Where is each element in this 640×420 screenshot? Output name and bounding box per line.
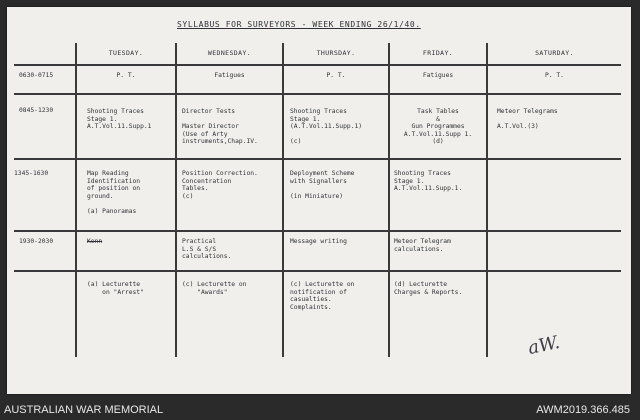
day-header-friday: FRIDAY. bbox=[422, 49, 454, 57]
table-hline bbox=[14, 230, 621, 232]
time-slot: 0630-0715 bbox=[19, 72, 54, 79]
footer-accession-number: AWM2019.366.485 bbox=[536, 404, 630, 416]
schedule-cell: Kenn bbox=[87, 238, 103, 245]
table-vline bbox=[486, 43, 488, 357]
schedule-cell: Practical L.S & S/S calculations. bbox=[182, 238, 232, 261]
day-header-saturday: SATURDAY. bbox=[535, 49, 574, 57]
handwritten-initials: aW. bbox=[526, 331, 562, 360]
schedule-cell: Fatigues bbox=[422, 72, 454, 79]
time-slot: 1345-1630 bbox=[14, 170, 49, 177]
table-hline bbox=[14, 158, 621, 160]
table-hline bbox=[14, 270, 621, 272]
schedule-cell: Meteor Telegram calculations. bbox=[394, 238, 451, 253]
table-vline bbox=[282, 43, 284, 357]
table-vline bbox=[388, 43, 390, 357]
schedule-cell: P. T. bbox=[116, 72, 136, 79]
schedule-cell: Shooting Traces Stage 1. (A.T.Vol.11.Supp.1) (c) bbox=[290, 108, 363, 146]
table-hline bbox=[14, 64, 621, 66]
table-hline bbox=[14, 93, 621, 95]
time-slot: 0845-1230 bbox=[19, 107, 54, 114]
schedule-cell: Meteor Telegrams A.T.Vol.(3) bbox=[497, 108, 558, 131]
document-title: SYLLABUS FOR SURVEYORS - WEEK ENDING 26/1/40. bbox=[177, 20, 421, 29]
schedule-cell: (a) Lecturette on "Arrest" bbox=[87, 281, 144, 296]
schedule-cell: Position Correction. Concentration Tables. (c) bbox=[182, 170, 258, 200]
table-vline bbox=[75, 43, 77, 357]
schedule-cell: Deployment Scheme with Signallers (in Miniature) bbox=[290, 170, 355, 200]
footer-institution: AUSTRALIAN WAR MEMORIAL bbox=[4, 404, 164, 416]
schedule-cell: Shooting Traces Stage 1. A.T.Vol.11.Supp.1. bbox=[394, 170, 463, 193]
document-page bbox=[7, 7, 631, 394]
schedule-cell: (c) Lecturette on notification of casualties. Complaints. bbox=[290, 281, 355, 311]
schedule-cell: Task Tables & Gun Programmes A.T.Vol.11.Supp 1. (d) bbox=[403, 108, 473, 146]
schedule-cell: Shooting Traces Stage 1. A.T.Vol.11.Supp.1 bbox=[87, 108, 152, 131]
time-slot: 1930-2030 bbox=[19, 238, 54, 245]
day-header-wednesday: WEDNESDAY. bbox=[207, 49, 252, 57]
schedule-cell: Map Reading Identification of position on ground. (a) Panoramas bbox=[87, 170, 141, 215]
footer-bar bbox=[0, 400, 640, 420]
day-header-tuesday: TUESDAY. bbox=[108, 49, 144, 57]
schedule-cell: (c) Lecturette on "Awards" bbox=[182, 281, 247, 296]
schedule-cell: P. T. bbox=[545, 72, 564, 79]
schedule-cell: (d) Lecturette Charges & Reports. bbox=[394, 281, 463, 296]
schedule-cell: Message writing bbox=[290, 238, 347, 245]
day-header-thursday: THURSDAY. bbox=[316, 49, 356, 57]
schedule-cell: Fatigues bbox=[214, 72, 245, 79]
schedule-cell: Director Tests Master Director (Use of Arty instruments,Chap.IV. bbox=[182, 108, 258, 146]
schedule-cell: P. T. bbox=[326, 72, 346, 79]
table-vline bbox=[175, 43, 177, 357]
